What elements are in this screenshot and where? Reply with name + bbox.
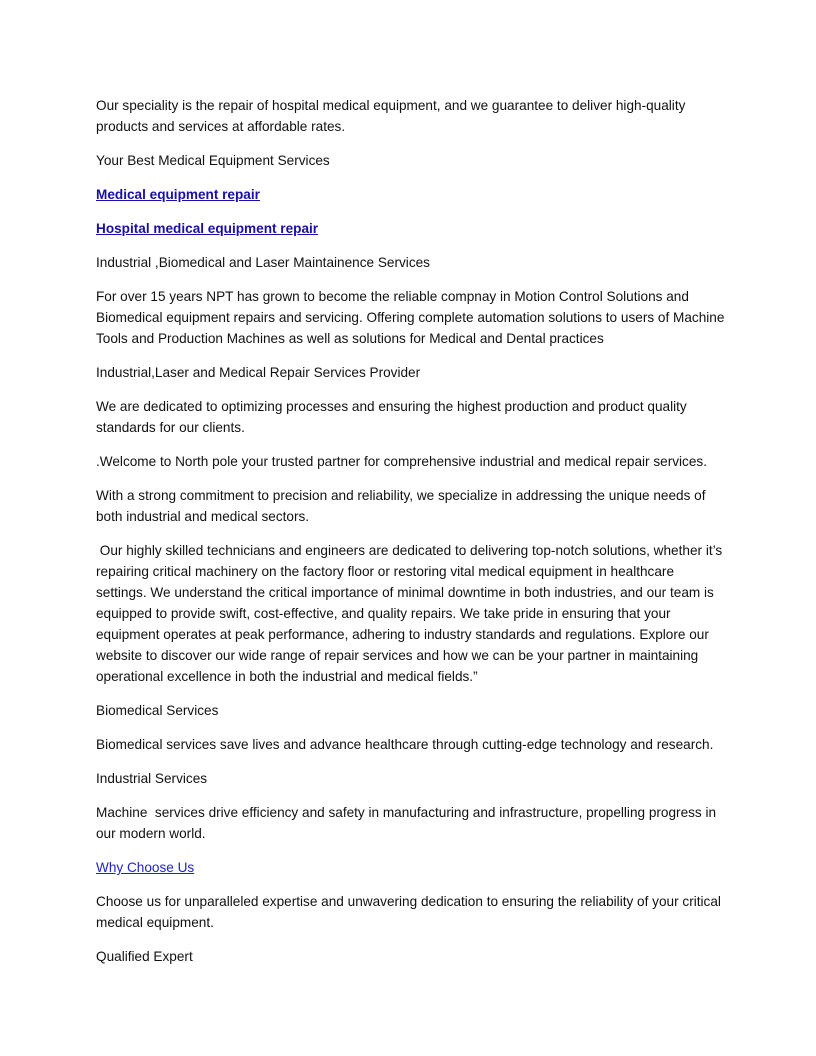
machine-paragraph: Machine services drive efficiency and safety in manufacturing and infrastructure, propelling progress in our modern world. [96, 805, 717, 841]
dedicated-paragraph: We are dedicated to optimizing processes and ensuring the highest production and product quality standards for our clients. [96, 399, 687, 435]
hospital-medical-equipment-repair-link[interactable]: Hospital medical equipment repair [96, 221, 319, 236]
biomedical-paragraph: Biomedical services save lives and advance healthcare through cutting-edge technology and research. [96, 737, 714, 752]
choose-paragraph: Choose us for unparalleled expertise and unwavering dedication to ensuring the reliability of your critical medical equipment. [96, 894, 721, 930]
biomedical-heading: Biomedical Services [96, 703, 219, 718]
medical-equipment-repair-link[interactable]: Medical equipment repair [96, 187, 260, 202]
npt-paragraph: For over 15 years NPT has grown to become the reliable compnay in Motion Control Solutions and Biomedical equipment repairs and servicing. Offering complete automation solutions to users of Machine Tools and Production Machines as well as solutions for Medical and Dental practices [96, 289, 725, 346]
document-body [96, 95, 726, 980]
hospital-repair-link-line [96, 218, 726, 239]
technicians-paragraph: Our highly skilled technicians and engineers are dedicated to delivering top-notch solutions, whether it’s repairing critical machinery on the factory floor or restoring vital medical equipment in healthcare settings. We understand the critical importance of minimal downtime in both industries, and our team is equipped to provide swift, cost-effective, and quality repairs. We take pride in ensuring that your equipment operates at peak performance, adhering to industry standards and regulations. Explore our website to discover our wide range of repair services and how we can be your partner in maintaining operational excellence in both the industrial and medical fields.” [96, 543, 723, 684]
industrial-services-heading: Industrial Services [96, 771, 208, 786]
welcome-paragraph: .Welcome to North pole your trusted partner for comprehensive industrial and medical repair services. [96, 454, 707, 469]
qualified-expert-heading: Qualified Expert [96, 949, 193, 964]
commitment-paragraph: With a strong commitment to precision and reliability, we specialize in addressing the unique needs of both industrial and medical sectors. [96, 488, 706, 524]
why-choose-us-link[interactable]: Why Choose Us [96, 860, 195, 875]
best-services-heading: Your Best Medical Equipment Services [96, 153, 330, 168]
why-choose-link-line [96, 857, 726, 878]
provider-heading: Industrial,Laser and Medical Repair Services Provider [96, 365, 421, 380]
medical-repair-link-line [96, 184, 726, 205]
intro-paragraph: Our speciality is the repair of hospital medical equipment, and we guarantee to deliver high-quality products and services at affordable rates. [96, 98, 686, 134]
industrial-heading: Industrial ,Biomedical and Laser Maintainence Services [96, 255, 430, 270]
